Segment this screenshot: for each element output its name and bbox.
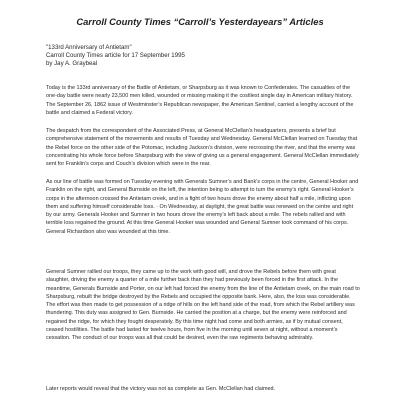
- paragraph-line-of-battle: As our line of battle was formed on Tuesday evening with Generals Sumner’s and Bank’s corps in the centre, General Hooker and Franklin on the right, and General Burnside on the left, the intention being to attempt to turn the enemy’s right. General Hooker’s corps in the afternoon crossed the Antietam creek, and in a fight of two hours drove the enemy about half a mile, inflicting upon them and suffering himself considerable loss. · On Wednesday, at daylight, the great battle was renewed on the centre and right by our army. Generals Hooker and Sumner in two hours drove the enemy’s left back about a mile. The rebels rallied and with terrible loss regained the ground. At this time General Hooker was wounded and General Sumner took command of his corps. General Richardson also was wounded at this time.: [46, 179, 359, 235]
- document-title: Carroll County Times “Carroll’s Yesterdayears” Articles: [76, 16, 324, 27]
- article-headline: "133rd Anniversary of Antietam": [46, 44, 132, 51]
- paragraph-intro: Today is the 133rd anniversary of the Battle of Antietam, or Sharpsburg as it was known to Confederates. The casualties of the one-day battle were nearly 23,500 men killed, wounded or missing making it the costliest single day in American military history. The September 26, 1862 issue of Westminster’s Republican newspaper, the American Sentinel, carried a lengthy account of the battle and claimed a Federal victory.: [46, 85, 354, 116]
- paragraph-later-reports: Later reports would reveal that the victory was not as complete as Gen. McClellan had claimed.: [46, 386, 276, 392]
- article-publication-line: Carroll County Times article for 17 September 1995: [46, 52, 185, 59]
- paragraph-sumner-rally: General Sumner rallied our troops, they came up to the work with good will, and drove the Rebels before them with great slaughter, driving the enemy a quarter of a mile further back than they had previously been forced in the first attack. In the meantime, Generals Burnside and Porter, on our left had forced the enemy from the line of the Antietam creek, on the main road to Sharpsburg, rebuilt the bridge destroyed by the Rebels and occupied the opposite bank. Here, also, the loss was considerable. The effort was then made to get possession of a ridge of hills on the left hand side of the road, from which the Rebel artillery was thundering. This duty was assigned to Gen. Burnside. He carried the position at a charge, but the enemy were reinforced and regained the ridge, for which they fought desperately. By this time night had come and both armies, as if by mutual consent, ceased hostilities. The battle had lasted for twelve hours, from five in the morning until seven at night, without a moment’s cessation. The conduct of our troops was all that could be desired, even the raw regiments behaving admirably.: [46, 269, 360, 342]
- article-header: [46, 44, 366, 68]
- paragraph-despatch: The despatch from the correspondent of the Associated Press, at General McClellan’s headquarters, presents a brief but comprehensive statement of the movements and results of Tuesday and Wednesday. General McClellan learned on Tuesday that the Rebel force on the other side of the Potomac, including Jackson’s division, were recrossing the river, and that the enemy was concentrating his whole force before Sharpsburg with the view of giving us a general engagement. General McClellan immediately sent for Franklin’s corps and Couch’s division which were in the rear.: [46, 128, 359, 168]
- article-byline: by Jay A. Graybeal: [46, 60, 98, 67]
